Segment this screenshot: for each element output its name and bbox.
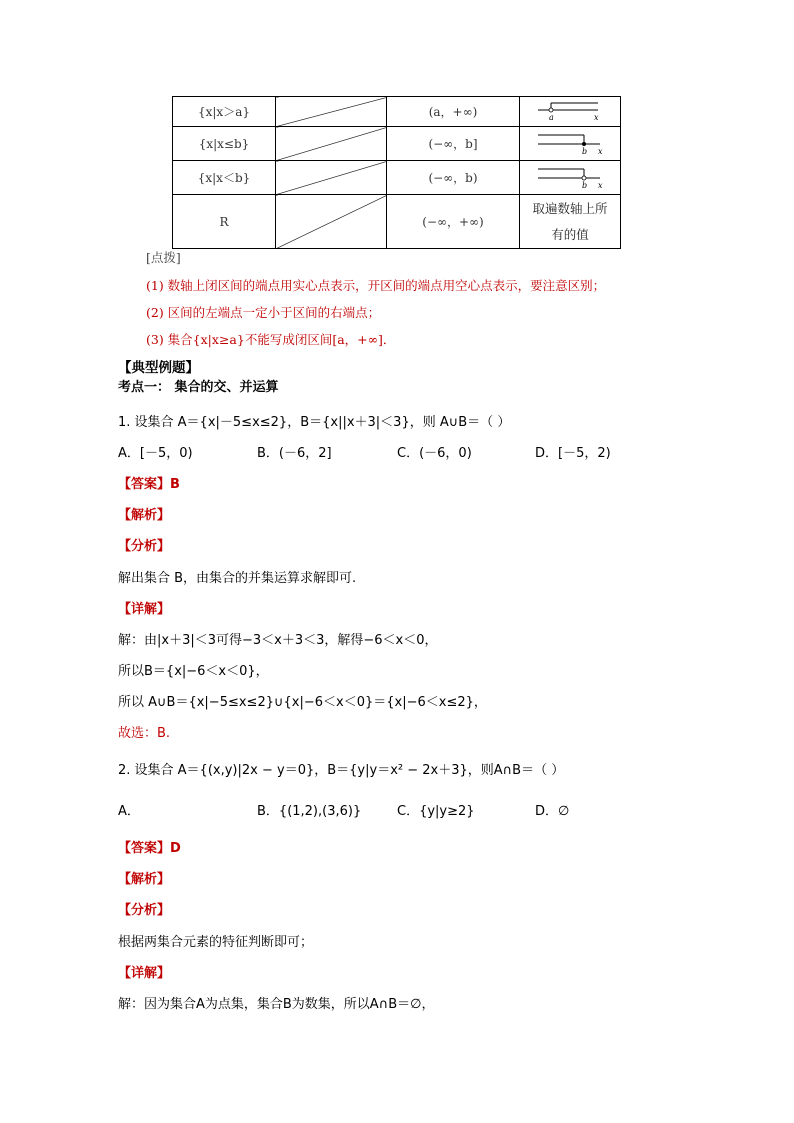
note-3: (3) 集合{x|x≥a}不能写成闭区间[a，+∞]． <box>146 332 396 347</box>
q2-fenxi: 【分析】 <box>118 903 171 918</box>
q2-analysis: 根据两集合元素的特征判断即可； <box>118 935 314 950</box>
number-line-cell <box>520 127 621 161</box>
notes-title: [点拨] <box>146 250 181 265</box>
q2-step-1: 解：因为集合A为点集，集合B为数集，所以A∩B＝∅， <box>118 997 435 1012</box>
q1-option-a: A．[－5，0) <box>118 446 193 461</box>
note-1: (1) 数轴上闭区间的端点用实心点表示，开区间的端点用空心点表示，要注意区别； <box>146 278 606 293</box>
slash-cell <box>276 127 387 161</box>
q1-stem: 1. 设集合 A＝{x|－5≤x≤2}，B＝{x||x＋3|＜3}，则 A∪B＝（ ） <box>118 415 511 430</box>
q1-step-3: 所以 A∪B＝{x|−5≤x≤2}∪{x|−6＜x＜0}＝{x|−6＜x≤2}， <box>118 695 487 710</box>
all-values-line-1: 取遍数轴上所 <box>532 200 608 216</box>
q2-option-c: C．{y|y≥2} <box>397 804 475 819</box>
q1-answer: 【答案】B <box>118 477 180 492</box>
q1-choice: 故选：B. <box>118 726 171 741</box>
q2-jiexi: 【解析】 <box>118 872 171 887</box>
section-title: 【典型例题】 <box>118 360 199 376</box>
slash-cell <box>276 195 387 249</box>
table-row <box>173 127 621 161</box>
set-cell: R <box>173 195 276 249</box>
axis-var: b <box>582 181 588 190</box>
table-row <box>173 97 621 127</box>
slash-cell <box>276 97 387 127</box>
number-line-closed-left <box>520 127 620 157</box>
axis-var: b <box>582 147 588 156</box>
axis-x: x <box>594 113 599 122</box>
slash-cell <box>276 161 387 195</box>
number-line-cell <box>520 161 621 195</box>
q1-option-d: D．[－5，2) <box>535 446 611 461</box>
interval-cell: (a，+∞) <box>387 97 520 127</box>
interval-cell: (−∞，b] <box>387 127 520 161</box>
topic-title: 考点一： 集合的交、并运算 <box>118 380 279 395</box>
set-cell: {x|x＜b} <box>173 161 276 195</box>
q2-option-a: A． <box>118 804 140 819</box>
set-cell: {x|x＞a} <box>173 97 276 127</box>
all-values-line-2: 有的值 <box>551 226 589 242</box>
table-row <box>173 161 621 195</box>
table-row <box>173 195 621 249</box>
interval-cell: (−∞，b) <box>387 161 520 195</box>
q2-stem: 2. 设集合 A＝{(x,y)|2x − y＝0}，B＝{y|y＝x² − 2x＋3}，则A∩B＝（ ） <box>118 763 565 778</box>
q2-option-b: B．{(1,2),(3,6)} <box>257 804 362 819</box>
q2-option-d: D．∅ <box>535 804 570 819</box>
q1-fenxi: 【分析】 <box>118 539 171 554</box>
note-2: (2) 区间的左端点一定小于区间的右端点； <box>146 305 381 320</box>
q1-jiexi: 【解析】 <box>118 508 171 523</box>
interval-table <box>172 96 621 249</box>
number-line-open-left <box>520 161 620 191</box>
set-cell: {x|x≤b} <box>173 127 276 161</box>
q1-step-1: 解：由|x＋3|＜3可得−3＜x＋3＜3，解得−6＜x＜0， <box>118 633 438 648</box>
axis-var: a <box>549 113 554 122</box>
q1-option-b: B．(－6，2] <box>257 446 332 461</box>
axis-x: x <box>598 147 603 156</box>
q1-analysis: 解出集合 B，由集合的并集运算求解即可. <box>118 571 357 586</box>
number-line-cell <box>520 97 621 127</box>
q2-answer: 【答案】D <box>118 841 181 856</box>
q1-step-2: 所以B＝{x|−6＜x＜0}， <box>118 664 269 679</box>
q1-xiangjie: 【详解】 <box>118 602 171 617</box>
axis-x: x <box>598 181 603 190</box>
q1-option-c: C．(－6，0) <box>397 446 472 461</box>
interval-cell: (−∞，+∞) <box>387 195 520 249</box>
all-values-cell <box>520 195 621 249</box>
number-line-open-right <box>520 97 620 123</box>
q2-xiangjie: 【详解】 <box>118 966 171 981</box>
